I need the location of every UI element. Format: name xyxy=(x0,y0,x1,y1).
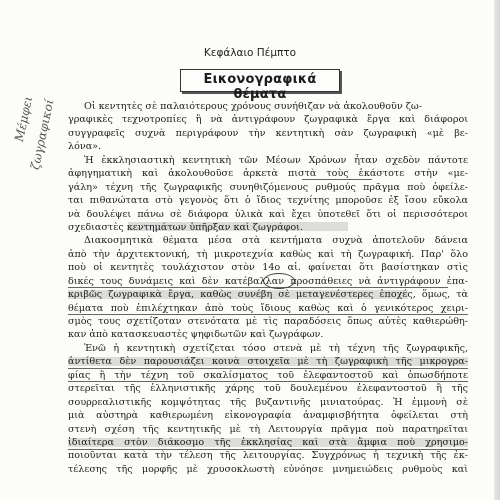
text-line: σμὸς τους σχετίζοταν στενότατα μὲ τὶς παραδόσεις ὅπως αὐτὲς καθιερώθη- xyxy=(68,316,468,327)
text-line: Οἱ κεντητὲς σὲ παλαιότερους χρόνους συνήθιζαν νὰ ἀκολουθοῦν ζω- xyxy=(84,101,422,112)
text-line: σουρρεαλιστικῆς κομψότητας τῆς βυζαντινῆς μινιατούρας. Ἡ ἐμμονὴ σὲ xyxy=(68,396,468,408)
chapter-heading: Κεφάλαιο Πέμπτο xyxy=(203,47,297,59)
text-line: στερεῖται τῆς ἑλληνιστικῆς χάρης τοῦ δουλεμένου ἐλεφαντοστοῦ ἢ τῆς xyxy=(68,383,468,395)
text-line: Ἡ ἐκκλησιαστικὴ κεντητικὴ τῶν Μέσων Χρόνων ἦταν σχεδὸν πάντοτε xyxy=(84,154,468,166)
text-line: ἀφηγηματικὴ καὶ ἀκολουθοῦσε ἀρκετὰ πιστὰ τοὺς ἑκάστοτε στὴν «με- xyxy=(68,168,468,180)
text-line: δικές τους δυνάμεις καὶ δὲν κατέβαλλαν προσπάθειες νὰ ἀντιγράφουν ἐπα- xyxy=(68,275,468,287)
text-line: λόνα». xyxy=(68,141,102,153)
text-line: θέματα ποὺ ἐπιλέχτηκαν ἀπὸ τοὺς ἴδιους καθὼς καὶ ὁ γενικότερος χειρι- xyxy=(68,302,468,314)
text-line: συγγραφεῖς συχνὰ περιγράφουν τὴν κεντητικὴ σὰν ζωγραφικὴ «μὲ βε- xyxy=(68,127,468,139)
text-line: ἀντίθετα δὲν παρουσιάζει κοινὰ στοιχεῖα μὲ τὴ ζωγραφικὴ τῆς μικρογρα- xyxy=(68,356,468,368)
page-edge-shadow xyxy=(494,0,500,500)
title-box xyxy=(180,69,340,102)
text-line: σχεδιαστὲς κεντημάτων ὑπῆρξαν καὶ ζωγράφοι. xyxy=(68,221,303,233)
text-line: κριβῶς ζωγραφικὰ ἔργα, καθὼς συνέβη σὲ μεταγενέστερες ἐποχές, ὅμως, τὰ xyxy=(68,289,468,301)
text-line: νὰ δουλέψει πάνω σὲ διάφορα ὑλικὰ καὶ ἔχει ὑποτεθεῖ ὅτι οἱ περισσότεροι xyxy=(68,208,468,220)
text-line: φίας ἢ τὴν τέχνη τοῦ σκαλίσματος τοῦ ἐλεφαντοστοῦ καὶ ὁπωσδήποτε xyxy=(68,369,468,381)
body-text xyxy=(68,100,468,476)
text-line: καν ἀπὸ κατασκευαστὲς ψηφιδωτῶν καὶ ζωγράφων. xyxy=(68,329,324,341)
text-line: ποιοῦνται κατὰ τὴν τέλεση τῆς λειτουργίας. Συγχρόνως ἡ τεχνικὴ τῆς ἐκ- xyxy=(68,450,468,462)
text-line: ἰδιαίτερα στὸν διάκοσμο τῆς ἐκκλησίας καὶ στὰ ἄμφια ποὺ χρησιμο- xyxy=(68,436,468,448)
text-line: ποὺ οἱ κεντητὲς τουλάχιστον στὸν 14ο αἰ. φαίνεται ὅτι βασίστηκαν στὶς xyxy=(68,262,468,274)
text-line: στενὴ σχέση τῆς κεντητικῆς μὲ τὴ Λειτουργία πρᾶγμα ποὺ παρατηρεῖται xyxy=(68,423,468,435)
text-line: ται πιθανώτατα στὸ γεγονὸς ὅτι ὁ ἴδιος τεχνίτης μποροῦσε ἐξ ἴσου εὔκολα xyxy=(68,195,468,207)
text-line: Ἐνῶ ἡ κεντητικὴ σχετίζεται τόσο στενὰ μὲ τὴ τέχνη τῆς ζωγραφικῆς, xyxy=(84,342,468,354)
margin-note-line-1: Μέμφει xyxy=(12,94,36,143)
section-title: Εικονογραφικά θέματα xyxy=(203,72,317,102)
text-line: ἀπὸ τὴν ἀρχιτεκτονική, τὴ μικροτεχνία καθὼς καὶ τὴ ζωγραφική. Παρ' ὅλο xyxy=(68,248,468,260)
text-line: μιὰ αὐστηρὰ καθιερωμένη εἰκονογραφία ἀναμφισβήτητα ὀφείλεται στὴ xyxy=(68,410,468,422)
text-line: γάλη» τέχνη τῆς ζωγραφικῆς συνηθιζόμενους ρυθμούς πρᾶγμα ποὺ ὀφείλε- xyxy=(68,181,468,193)
margin-note-line-2: ζωγραφικοί xyxy=(28,98,57,171)
text-line: Διακοσμητικὰ θέματα μέσα στὰ κεντήματα συχνὰ ἀποτελοῦν δάνεια xyxy=(84,235,468,247)
text-line: γραφικὲς τεχνοτροπίες ἢ νὰ ἀντιγράφουν ζωγραφικὰ ἔργα καὶ διάφοροι xyxy=(68,114,468,126)
text-line: τέλεσης τῆς μορφῆς μὲ χρυσοκλωστὴ εὐνόησε μνημειώδεις ρυθμοὺς καὶ xyxy=(68,463,468,475)
